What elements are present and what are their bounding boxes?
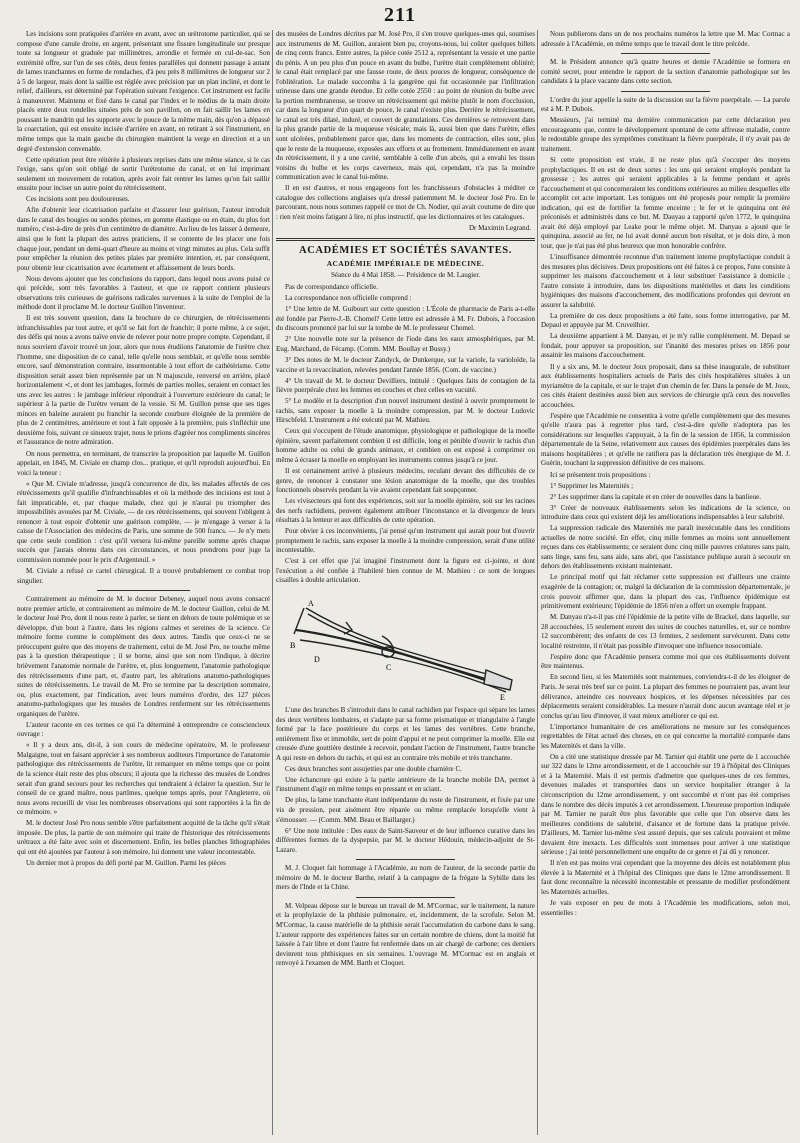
paragraph: En second lieu, si les Maternités sont maintenues, conviendra-t-il de les éloigner de Paris. Je serai très bref sur ce point. La plupart des femmes ne pourraient pas, avant leur délivrance, atteindre ces nouveaux hospices, et les dépenses nécessitées par ces déplacements seraient considérables. La mesure n'aurait donc aucun avantage réel et je conclus qu'au lieu d'innover, il vaut mieux améliorer ce qui est. xyxy=(541,673,790,720)
figure-label: C xyxy=(385,663,391,673)
paragraph: M. J. Cloquet fait hommage à l'Académie, au nom de l'auteur, de la seconde partie du mémoire de M. le docteur Barthe, relatif à la campagne de la frégate la Sybille dans les mers de l'Inde et la Chine. xyxy=(276,864,535,892)
quote-paragraph: « Il y a deux ans, dit-il, à son cours de médecine opératoire, M. le professeur Malgaigne, tout en faisant apprécier à ses nombreux auditeurs l'importance de l'anatomie pathologique des rétrécissements de l'urètre, lit remarquer en même temps que ce point de la science était reste des plus obscurs; il ajouta que la richesse des musées de Londres serait d'un grand secours pour les recherches qui tendraient à éclairer la question. Sur le conseil de ce grand maître, nous partîmes, quelque temps après, pour l'Angleterre, où nous avons recueilli de visu les nombreuses observations qui sont rapportées à la fin de ce mémoire. » xyxy=(17,741,270,817)
paragraph: M. Danyau n'a-t-il pas cité l'épidémie de la petite ville de Brackel, dans laquelle, sur 28 accouchées, 15 seulement eurent des suites de couches naturelles, et, sur ce nombre 12 succombèrent; des enfants de ces 13 femmes, 2 seulement survécurent. Dans cette localité restreinte, il n'était pas possible d'invoquer une influence nosocomiale. xyxy=(541,613,790,650)
section-rule xyxy=(356,859,455,860)
instrument-figure xyxy=(286,590,526,702)
paragraph: La suppression radicale des Maternités me paraît inexécutable dans les conditions actuelles de notre société. En effet, cinq mille femmes au moins sont annuellement reçues dans ces établissements; ce seraient donc cinq mille pauvres créatures sans pain, sans linge, sans feu, sans aide, sans abri, que l'assistance publique aurait à secourir en dehors des établissements existant maintenant. xyxy=(541,524,790,571)
paragraph: 4° Un travail de M. le docteur Devilliers, intitulé : Quelques faits de contagion de la fièvre puerpérale chez les femmes en couches et chez celles en vacuité. xyxy=(276,376,535,395)
paragraph: Si cette proposition est vraie, il ne reste plus qu'à s'occuper des moyens prophylactiques. Il en est de deux sortes : les uns qui seraient employés pendant la grossesse ; les autres qui seraient applicables à la femme pendant et après l'accouchement et qui concerneraient les conditions extérieures au milieu desquelles elle accomplit cet acte important. Les tonigues ont été proposés pour remplir la première indication, qui est de fortifier la femme enceinte ; le fer et le quinquina ont été préconisés et administrés dans ce but. M. Dauyau a rapporté qu'en 1772, le quinquina avait été déjà employé par Leake pour le même objet. M. Danyau a ajouté que le quinquina, associé au fer, ne lui avait donné aucun bon résultat, et je dois dire, à mon tour, que je n'ai pas été plus heureux que mon honorable confrère. xyxy=(541,156,790,250)
academy-title: ACADÉMIE IMPÉRIALE DE MÉDECINE. xyxy=(326,259,485,269)
paragraph: Les incisions sont pratiquées d'arrière en avant, avec un urétrotome particulier, qui se compose d'une canule droite, en argent, présentant une fissure longitudinale sur presque toute sa longueur et graduée par millimètres, arrondie et fermée en cul-de-sac. Son extrémité offre, sur l'un de ses côtés, deux fentes parallèles qui donnent passage à autant de lames tranchantes en forme de rondaches, d'à peu près 8 millimètres de longueur sur 2 à 5 de largeur, mais dont la saillie est réglée avec précision par un plan incliné, et dont le relief, d'ailleurs, est déterminé par l'opération suivant l'exigence. Cet instrument est facile à manœuvrer. Maintenu et fixé dans le canal par l'index et le médius de la main droite placés entre deux rondelles situées près de son pavillon, on en fait saillir les lames en poussant le mandrin qui les supporte avec le pouce de la même main, dès qu'on a dépassé la coarctation, qui est ensuite incisée d'arrière en avant, en retirant à soi l'instrument, en même temps que la main gauche du chirurgien maintient la verge en direction et a un degré d'extension convenable. xyxy=(17,30,270,153)
section-rule xyxy=(276,238,535,241)
column-3 xyxy=(541,30,790,1138)
paragraph: Le principal motif qui fait réclamer cette suppression est d'ailleurs une crainte exagérée de la contagion; or, malgré la déclaration de la commission départementale, je crois pouvoir affirmer que, dans la plupart des cas, l'influence épidémique est primitivement extérieure; l'épidémie de 1856 m'en a offert un exemple frappant. xyxy=(541,573,790,611)
paragraph: Nous devons ajouter que les conclusions du rapport, dans lequel nous avons puisé ce qui précède, sont très favorables à l'auteur, et que ce rapport contient plusieurs observations très curieuses de guérisons radicales survenues à la suite de l'emploi de la méthode dont il proclame M. le docteur Guillon l'inventeur. xyxy=(17,274,270,312)
paragraph: L'importance humanitaire de ces améliorations ne mesure sur les conséquences regrettables de l'état actuel des choses, en ce qui concerne la mortalité comparée dans les Maternités et dans la ville. xyxy=(541,722,790,750)
paragraph: Un dernier mot à propos du défi porté par M. Guillon. Parmi les pièces xyxy=(26,858,226,867)
author-signature: Dr Maximin Legrand. xyxy=(468,223,531,232)
paragraph: On nous permettra, en terminant, de transcrire la proposition par laquelle M. Guillon appelait, en 1845, M. Civiale en champ clos... pratique, et qu'il reproduit aujourd'hui. En voici la teneur : xyxy=(17,449,270,477)
paragraph: Pour obvier à ces inconvénients, j'ai pensé qu'un instrument qui aurait pour but d'ouvrir promptement le rachis, sans exposer la moelle à la moindre compression, serait d'une utilité incontestable. xyxy=(276,527,535,555)
figure-label: D xyxy=(313,655,320,665)
paragraph: L'auteur raconte en ces termes ce qui l'a déterminé à entreprendre ce consciencieux ouvrage : xyxy=(17,720,270,739)
paragraph: On a cité une statistique dressée par M. Tarnier qui établit une perte de 1 accouchée sur 322 dans le 12me arrondissement, et de 1 accouchée sur 19 à l'hôpital des Cliniques et à la Maternité. Mais il est permis d'admettre que quelques-unes de ces femmes, devenues malades et transportées dans un service hospitalier étranger à la circonscription du 12me arrondissement, y ont succombé et n'ont pas été comprises dans le nombre des décès imputés à cet arrondissement. L'heureuse proportion indiquée par M. Tarnier ne paraît être plus favorable que celle que l'on observe dans les meilleures conditions de salubrité, d'aisance et de fortune dans la pratique privée. D'ailleurs, M. Tarnier lui-même s'est assuré depuis, que ses calculs pouvaient et même devaient être inexacts. Les difficultés sont immenses pour arriver à une statistique sérieuse ; j'ai tenté personnellement une enquête de ce genre et j'ai dû y renoncer. xyxy=(541,752,790,857)
paragraph: Il n'en est pas moins vrai cependant que la moyenne des décès est notablement plus élevée à la Maternité et à l'hôpital des Cliniques que dans le 12me arrondissement. Il faut donc reconnaître la nécessité incontestable et pressante de modifier profondément les Maternités actuelles. xyxy=(541,859,790,896)
paragraph: des musées de Londres décrites par M. José Pro, il s'en trouve quelques-unes qui, soumises aux instruments de M. Guillon, auraient bien pu, croyons-nous, lui coûter quelques billets de cinq cents francs. Entre autres, la pièce cotée 2512 a, représentant la vessie et une partie du pénis. A un peu plus d'un pouce en avant du bulbe, l'urètre était complètement oblitéré; le canal était remplacé par une fausse route, de deux pouces de longueur, conséquence de l'oblitération. Le malade succomba à la gangrène qui fut occasionnée par l'infiltration urineuse dans une grande étendue. Et celle cotée 2550 : au point de réunion du bulbe avec la portion membraneuse, se trouve un rétrécissement qui mérite plutôt le nom d'occlusion, car dans la longueur d'un quart de pouce, le canal n'existe plus. Derrière le rétrécissement, le canal est très dilaté, induré, et couvert de granulations. Ces dernières se retrouvent dans la plus grande partie de la muqueuse vésicale; mais là, aussi bien que dans l'urètre, elles sont ulcérées, probablement parce que, dans les moments de contraction, elles sont, plus que le reste de la muqueuse, exposées aux efforts et au frottement. Immédiatement en avant du rétrécissement, il y a une cavité, semblable à celle d'un abcès, qui a envahi les tissus voisins du bulbe et les corps caverneux, mais qui, cependant, n'a pas la moindre communication avec le canal lui-même. xyxy=(276,30,535,182)
list-item: 1° Supprimer les Maternités ; xyxy=(550,481,634,490)
column-1 xyxy=(17,30,270,1138)
section-rule xyxy=(621,91,710,92)
paragraph: M. le docteur José Pro nous semble s'être parfaitement acquitté de la tâche qu'il s'était imposée. De plus, la partie de son mémoire qui traite de l'historique des rétrécissements urétraux a été faite avec soin et discernement. Enfin, les belles planches lithographiées qui ont été ajoutées par l'auteur à son mémoire, lui donnent une valeur incontestable. xyxy=(17,819,270,856)
list-item: 3° Créer de nouveaux établissements selon les indications de la science, ou introduire dans ceux qui existent déjà les améliorations indispensables à leur salubrité. xyxy=(541,503,790,522)
paragraph: La première de ces deux propositions a été faite, sous forme interrogative, par M. Depaul et appuyée par M. Cruveilhier. xyxy=(541,311,790,330)
paragraph: Ceux qui s'occupent de l'étude anatomique, physiologique et pathologique de la moelle épinière, savent parfaitement combien il est difficile, long et pénible d'ouvrir le rachis d'un homme adulte ou celui de grands animaux, et combien on est exposé à comprimer ou même à écraser la moelle en employant les instruments connus jusqu'à ce jour. xyxy=(276,427,535,464)
column-divider xyxy=(537,30,538,1135)
paragraph: La correspondance non officielle comprend : xyxy=(285,294,412,303)
paragraph: Il en est d'autres, et nous engageons fort les franchisseurs d'obstacles à méditer ce catalogue des collections anglaises qu'a dressé patiemment M. le docteur José Pro. En le parcourant, nous nous sommes rappelé ce mot de Ch. Nodier, qui avait coutume de dire que : rien n'est moins fatigant à lire, ni plus instructif, que les dictionnaires et les catalogues. xyxy=(276,184,535,221)
paragraph: Ces incisions sont peu douloureuses. xyxy=(26,195,130,204)
paragraph: 3° Des notes de M. le docteur Zandyck, de Dunkerque, sur la variole, la varioloïde, la vaccine et la revaccination, relevées pendant l'année 1856. (Com. de vaccine.) xyxy=(276,355,535,374)
paragraph: M. le Président annonce qu'à quatre heures et demie l'Académie se formera en comité secret, pour entendre le rapport de la section d'anatomie pathologique sur les candidats à la place vacante dans cette section. xyxy=(541,58,790,86)
page-number: 211 xyxy=(384,4,416,26)
list-item: 2° Les supprimer dans la capitale et en créer de nouvelles dans la banlieue. xyxy=(550,492,762,501)
paragraph: Il est certainement arrivé à plusieurs médecins, reculant devant des difficultés de ce genre, de renoncer à constater une lésion anatomique de la moelle, que des troubles fonctionnels observés pendant la vie avaient cependant fait soupçonner. xyxy=(276,466,535,495)
figure-label: E xyxy=(499,693,505,703)
paragraph: Nous publierons dans un de nos prochains numéros la lettre que M. Mac Cormac a adressée à l'Académie, en même temps que le travail dont le titre précède. xyxy=(541,30,790,48)
session-date: Séance du 4 Mai 1858. — Présidence de M. Laugier. xyxy=(330,270,481,279)
paragraph: La deuxième appartient à M. Danyau, et je m'y rallie complètement. M. Depaul se fondait, pour appuyer sa proposition, sur l'inanité des mesures prises en 1856 pour assainir les maisons d'accouchement. xyxy=(541,332,790,360)
column-2 xyxy=(276,30,535,1138)
paragraph: Cette opération peut être réitérée à plusieurs reprises dans une même séance, si le cas l'exige, sans qu'on soit obligé de sortir l'urétrotome du canal, et en lui imprimant seulement un mouvement de rotation, après avoir fait rentrer les lames qu'on fait saillir ensuite pour inciser un autre point du rétrécissement. xyxy=(17,155,270,193)
paragraph: 2° Une nouvelle note sur la présence de l'iode dans les eaux atmosphériques, par M. Eug. Marchand, de Fécamp. (Comm. MM. Boullay et Bussy.) xyxy=(276,335,535,353)
section-rule xyxy=(97,590,190,591)
paragraph: M. Civiale a refusé ce cartel chirurgical. Il a trouvé probablement ce combat trop singulier. xyxy=(17,567,270,585)
figure-label: A xyxy=(307,599,314,609)
section-title: ACADÉMIES ET SOCIÉTÉS SAVANTES. xyxy=(299,245,512,257)
figure-label: B xyxy=(289,641,295,651)
paragraph: Pas de correspondance officielle. xyxy=(285,283,379,292)
paragraph: L'insuffisance démontrée reconnue d'un traitement interne prophylactique conduit à des mesures plus décisives. Deux propositions ont été faites à ce propos, l'une consiste à supprimer les maisons d'accouchement et à leur substituer l'assistance à domicile ; l'autre consiste à introduire, dans les dispositions matérielles et dans les conditions hygiéniques des maisons d'accouchement, des modifications profondes qui devront en assurer la salubrité. xyxy=(541,252,790,309)
paragraph: Les vivisecteurs qui font des expériences, soit sur la moelle épinière, soit sur les racines des nerfs rachidiens, peuvent également attribuer l'inconstance et la divergence de leurs résultats à la lenteur et aux difficultés de cette opération. xyxy=(276,497,535,525)
paragraph: Contrairement au mémoire de M. le docteur Debeney, auquel nous avons consacré notre premier article, et contrairement au mémoire de M. le docteur Guillon, celui de M. le docteur José Pro, dont il nous reste à parler, se tient en dehors de toute polémique et se développe, d'un bout à l'autre, dans les régions calmes et sereines de la science. Ce mémoire forme comme le complément des deux autres. Tandis que ceux-ci ne se préoccupent guère que des moyens de traitement, celui de M. José Pro, ne touche même pas à la question thérapeutique ; il se borne, ainsi que son nom l'indique, à décrire brièvement l'anatomie normale de l'urètre, et, plus longuement, l'anatomie pathologique des rétrécissements d'une part, et, d'autre part, les altérations anatomo-pathologiques suites de rétrécissements. Le travail de M. Pro se termine par la description sommaire, ou, plus exactement, par l'indication, avec leurs numéros d'ordre, des 127 pièces anatomo-pathologiques que les musées de Londres renferment sur les rétrécissements organiques de l'urètre. xyxy=(17,595,270,718)
paragraph: Messieurs, j'ai terminé ma dernière communication par cette déclaration peu encourageante que, contre le développement spontané de cette affreuse maladie, contre le redoutable groupe des symptômes constituant la fièvre puerpérale, il n'y avait pas de traitement. xyxy=(541,116,790,153)
column-divider xyxy=(272,30,273,1135)
section-rule xyxy=(356,897,455,898)
quote-paragraph: « Que M. Civiale m'adresse, jusqu'à concurrence de dix, les malades affectés de ces rétrécissements qu'il qualifie d'infranchissables et où la méthode des incisions est tout à fait impraticable, et, par chaque malade, chez qui je n'aurai pu triompher des impossibilités avouées par M. Civiale, — de ces rétrécissements, qui souvent l'obligent à renoncer à tout espoir d'obtenir une guérison complète, — je m'engage à verser à la caisse de l'Association des médecins de Paris, une somme de 500 francs. — Je n'y mets que cette seule condition : c'est qu'il versera lui-même pareille somme après chaque succès que j'aurais obtenu dans ces circonstances, et nous prendrons pour juge la commission nommée pour le prix d'Argenteuil. » xyxy=(17,479,270,565)
paragraph: L'une des branches B s'introduit dans le canal rachidien par l'espace qui sépare les lames des deux vertèbres lombaires, et s'adapte par sa forme prismatique et triangulaire à l'angle formé par la face postérieure du corps et les lames des vertèbres. Cette branche, entièrement fixe et immobile, sert de point d'appui et ne peut comprimer la moelle. Elle est creusée d'une gouttière destinée à recevoir, pendant l'action de l'instrument, l'autre branche A qui reste en dehors du rachis, et qui est au contraire très mobile et très tranchante. xyxy=(276,706,535,762)
paragraph: Je vais exposer en peu de mots à l'Académie les modifications, selon moi, essentielles : xyxy=(541,899,790,917)
paragraph: L'ordre du jour appelle la suite de la discussion sur la fièvre puerpérale. — La parole est à M. P. Dubois. xyxy=(541,95,790,114)
paragraph: Afin d'obtenir leur cicatrisation parfaite et d'assurer leur guérison, l'auteur introduit dans le canal des bougies ou sondes pleines, en gomme élastique ou en étain, du plus fort numéro, c'est-à-dire de près d'un centimètre de diamètre. Au lieu de les laisser à demeure, ainsi que le font la plupart des autres praticiens, il se contente de les placer une fois chaque jour, pendant un demi-quart d'heure au moins et vingt minutes au plus. Cela suffit pour empêcher la réunion des petites plaies par première intention, et, par conséquent, pour obtenir leur cicatrisation avec écartement et affaissement de leurs bords. xyxy=(17,206,270,272)
paragraph: Il y a six ans, M. le docteur Joux proposait, dans sa thèse inaugurale, de substituer aux établissements hospitaliers actuels de Paris des cités hospitalières situées à un myriamètre de la capitale, et sur le trajet d'un chemin de fer. Dans la pensée de M. Joux, ces cités étaient destinées aussi bien aux services de chirurgie qu'à ceux des nouvelles accouchées. xyxy=(541,362,790,409)
paragraph: 5° Le modèle et la description d'un nouvel instrument destiné à ouvrir promptement le rachis, sans exposer la moelle à la moindre compression, par M. le docteur Ludovic Hirschfeld. L'instrument a été exécuté par M. Mathieu. xyxy=(276,397,535,425)
paragraph: M. Velpeau dépose sur le bureau un travail de M. M'Cormac, sur le traitement, la nature et la prophylaxie de la phthisie pulmonaire, et, incidemment, de la scrofule. Selon M. M'Cormac, la cause matérielle de la phthisie serait l'accumulation du carbone dans le sang. L'auteur rapporte des expériences faites sur un certain nombre de chiens, dont la moitié fut laissée à l'air libre et dont l'autre fut renfermée dans un air chargé de carbone; ces derniers devinrent tous phthisiques en six semaines. L'ouvrage M. M'Cormac est en anglais et renvoyé à l'examen de MM. Barth et Cloquet. xyxy=(276,901,535,968)
paragraph: Il est très souvent question, dans la brochure de ce chirurgien, de rétrécissements infranchissables par tout autre, et qu'il se fait fort de franchir; il porte même, à ce sujet, des défis qui nous a avons naïve envie de relever pour notre propre compte. Cependant, il nous souvient d'avoir trouvé un jour, alors que nous étudiions l'anatomie de l'urètre chez l'homme, une disposition de ce canal, telle qu'elle nous semblait, et qu'elle nous semble encore, sauf démonstration contraire, insurmontable à tout effort de cathétérisme. Cette disposition serait assez bien représentée par un N majuscule, renversé en arrière, placé horizontalement ≺, et dont les jambages, formés de parties molles, seraient en contact les uns avec les autres : le jambage inférieur répondrait à l'ouverture extérieure du canal; le supérieur à la partie de l'urètre venant de la vessie. Si M. Guillon pense que ses tiges minces en baleine auraient pu franchir la seconde courbure éloignée de la première de plus de 2 centimètres, antérieure et tout à fait opposée à la première, puis s'infléchir une deuxième fois, suivant ce sinueux trajet, nous le prions d'agréer nos compliments sincères et l'assurance de notre admiration. xyxy=(17,314,270,447)
paragraph: De plus, la lame tranchante étant indépendante du reste de l'instrument, et fixée par une vis de pression, peut aisément être réparée ou même remplacée lorsqu'elle vient à s'émousser. — (Comm. MM. Beau et Baillarger.) xyxy=(276,796,535,824)
paragraph: 1° Une lettre de M. Guibourt sur cette question : L'École de pharmacie de Paris a-t-elle été fondée par Pierre-J.-B. Chomel? Cette lettre est adressée à M. Fr. Dubois, à l'occasion du discours prononcé par lui sur la tombe de M. le professeur Chomel. xyxy=(276,305,535,333)
paragraph: J'espère donc que l'Académie pensera comme moi que ces établissements doivent être maintenus. xyxy=(541,652,790,671)
paragraph: Ces deux branches sont assujetties par une double charnière C. xyxy=(285,764,462,773)
section-rule xyxy=(621,53,710,54)
paragraph: 6° Une note intitulée : Des eaux de Saint-Sauveur et de leur influence curative dans les différentes formes de la dyspepsie, par M. le docteur Hédouin, médecin-adjoint de St-Lazare. xyxy=(276,826,535,854)
paragraph: Une échancrure qui existe à la partie antérieure de la branche mobile DA, permet à l'instrument d'agir en même temps en pressant et en sciant. xyxy=(276,775,535,794)
paragraph: J'espère que l'Académie ne consentira à votre qu'elle complètement que des mesures qu'elle n'aura pas à regretter plus tard, c'est-à-dire qu'elle n'adoptera pas les considérations sur lesquelles s'appuyait, à la fin de la session de 1856, la commission départementale de la Seine, relativement aux causes des épidémies puerpérales dans les maisons hospitalières ; et qu'elle ne ratifiera pas la déclaration très énergique de M. J. Guérin, touchant la suppression définitive de ces maisons. xyxy=(541,411,790,468)
paragraph: Ici se présentent trois propositions : xyxy=(550,470,651,479)
paragraph: C'est à cet effet que j'ai imaginé l'instrument dont la figure est ci-jointe, et dont l'exécution a été confiée à l'habileté bien connue de M. Mathieu : ce sont de longues cisailles à double articulation. xyxy=(276,557,535,585)
